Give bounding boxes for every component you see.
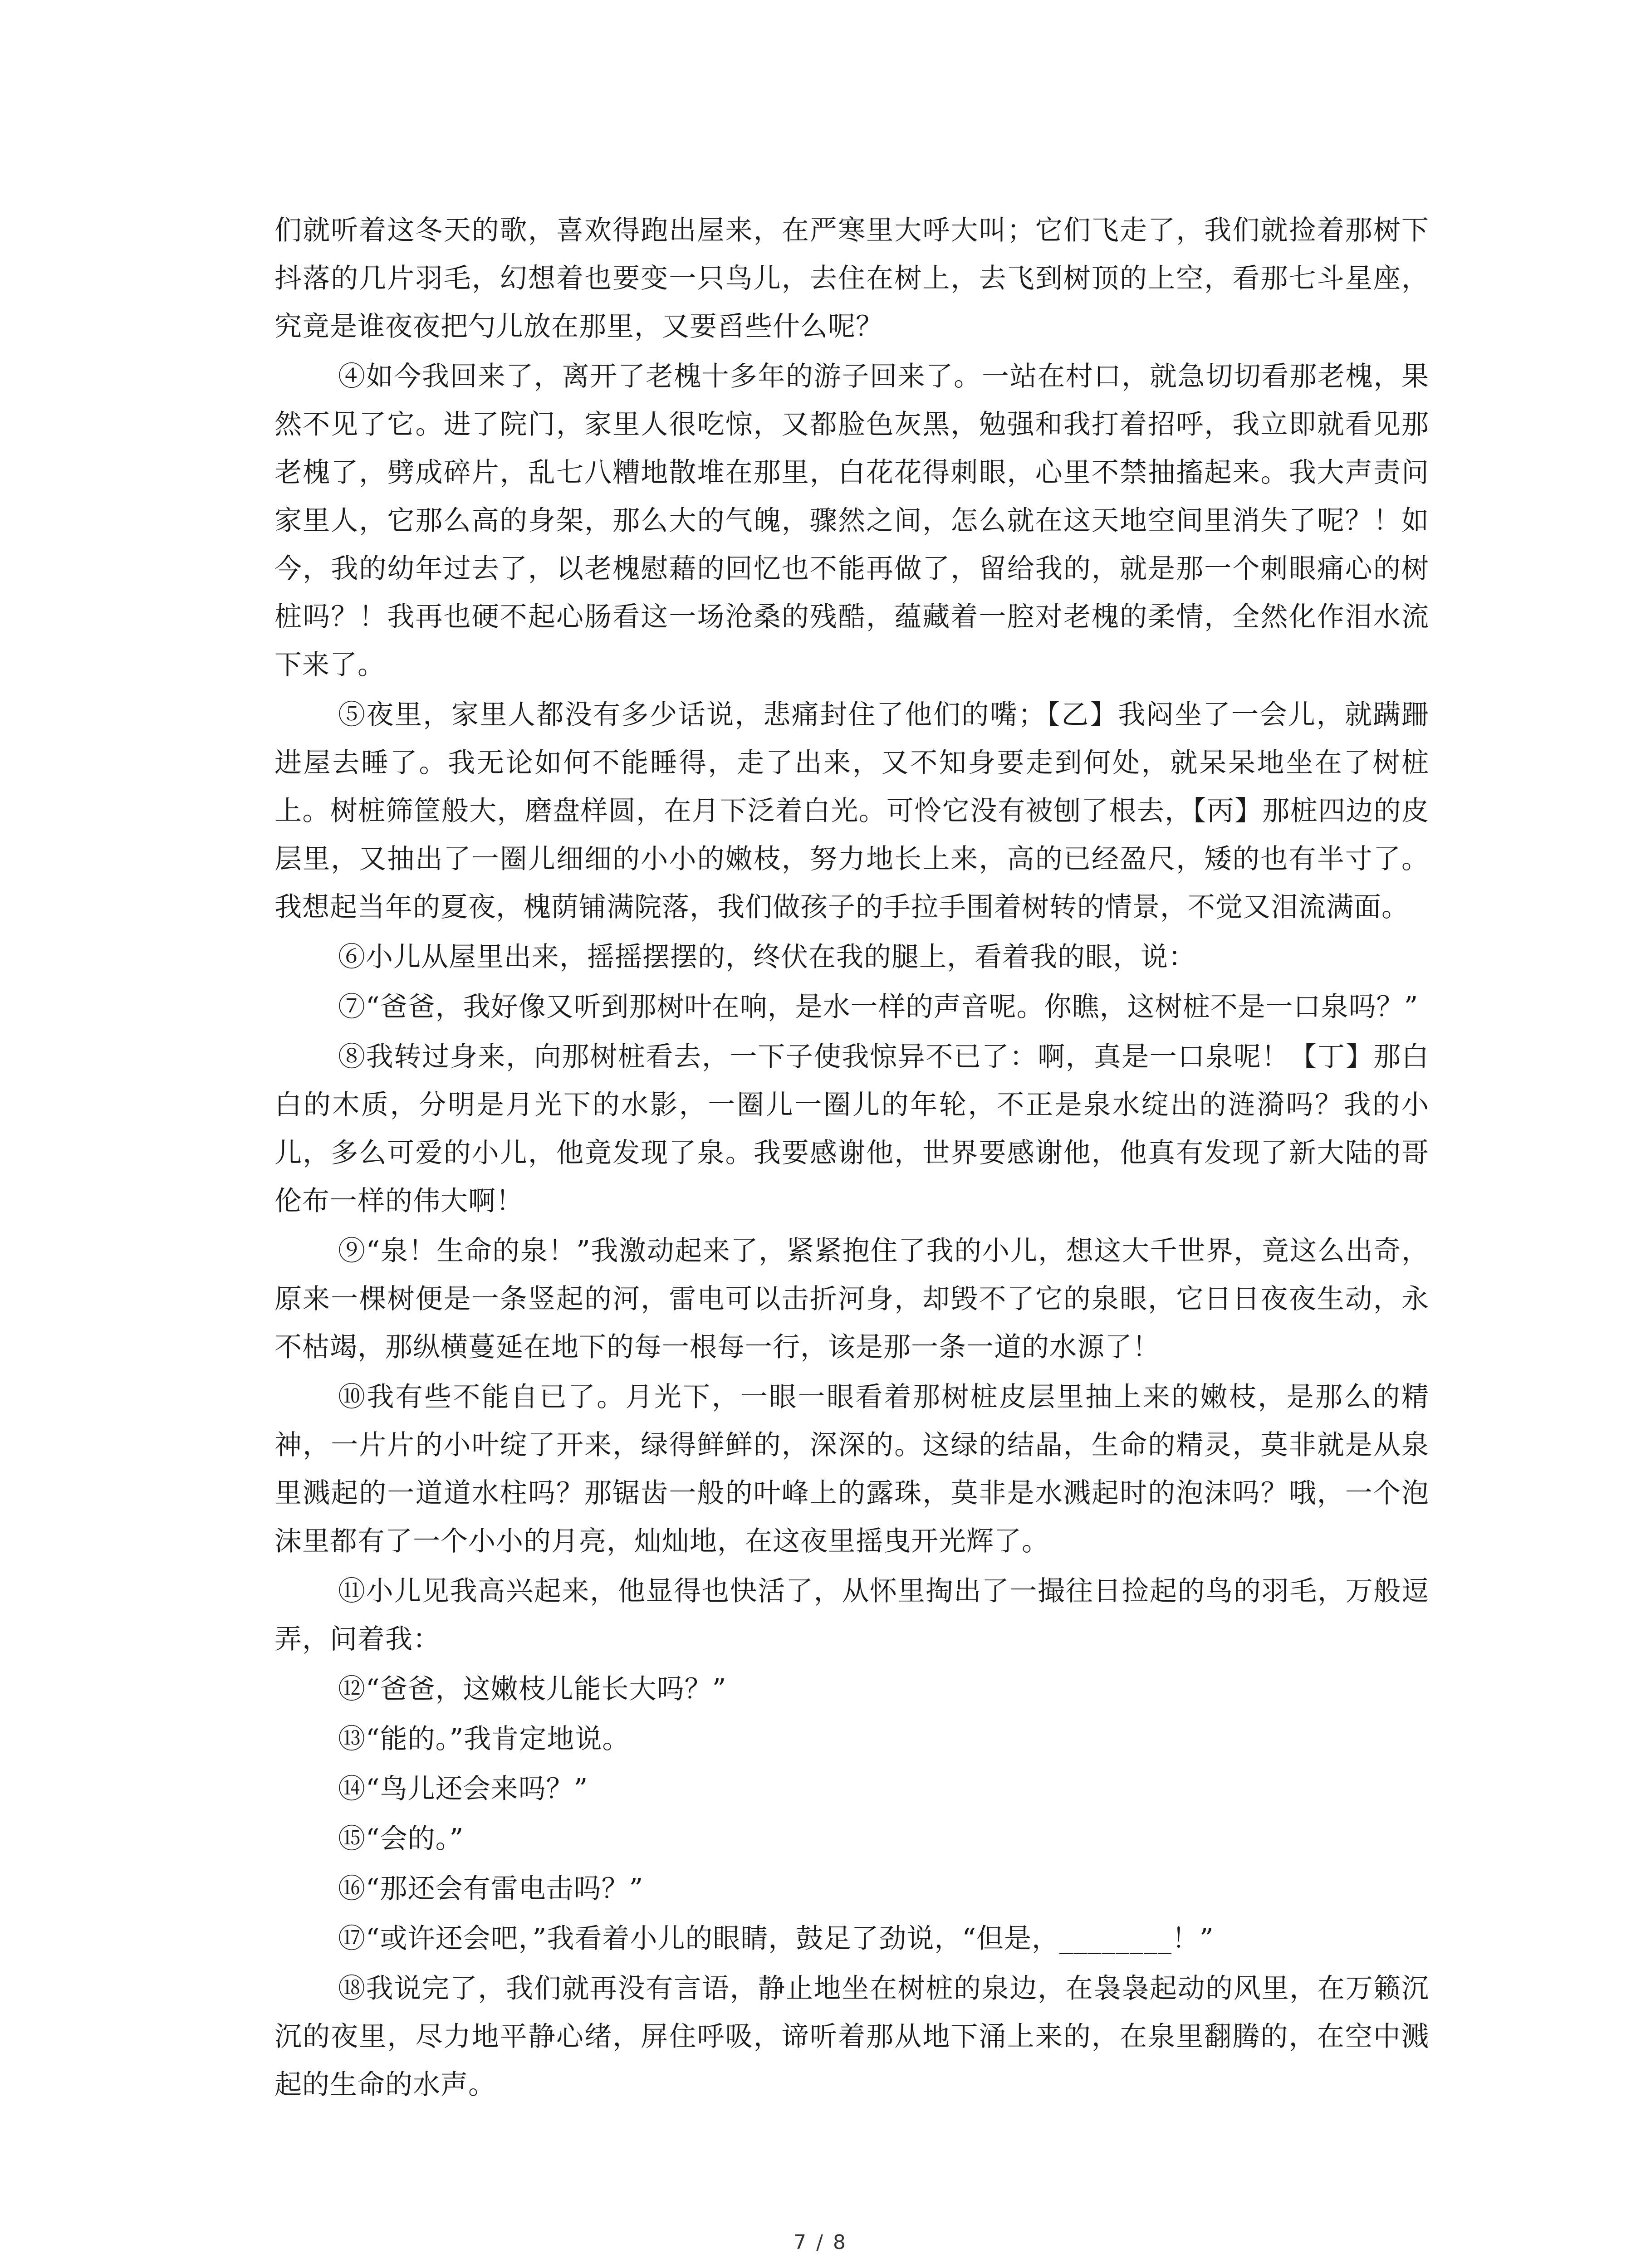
paragraph-8: ⑧我转过身来，向那树桩看去，一下子使我惊异不已了：啊，真是一口泉呢！【丁】那白白的木质，分明是月光下的水影，一圈儿一圈儿的年轮，不正是泉水绽出的涟漪吗？我的小儿，多么可爱的小儿，他竟发现了泉。我要感谢他，世界要感谢他，他真有发现了新大陆的哥伦布一样的伟大啊！ [274, 1041, 1429, 1217]
paragraph-5: ⑤夜里，家里人都没有多少话说，悲痛封住了他们的嘴；【乙】我闷坐了一会儿，就蹒跚进屋去睡了。我无论如何不能睡得，走了出来，又不知身要走到何处，就呆呆地坐在了树桩上。树桩筛筐般大，磨盘样圆，在月下泛着白光。可怜它没有被刨了根去，【丙】那桩四边的皮层里，又抽出了一圈儿细细的小小的嫩枝，努力地长上来，高的已经盈尺，矮的也有半寸了。我想起当年的夏夜，槐荫铺满院落，我们做孩子的手拉手围着树转的情景，不觉又泪流满面。 [274, 699, 1429, 923]
paragraph-6: ⑥小儿从屋里出来，摇摇摆摆的，终伏在我的腿上，看着我的眼，说： [338, 941, 1196, 973]
paragraph-16: ⑯“那还会有雷电击吗？” [338, 1873, 644, 1905]
paragraph-9: ⑨“泉！生命的泉！”我激动起来了，紧紧抱住了我的小儿，想这大千世界，竟这么出奇，原来一棵树便是一条竖起的河，雷电可以击折河身，却毁不了它的泉眼，它日日夜夜生动，永不枯竭，那纵横蔓延在地下的每一根每一行，该是那一条一道的水源了！ [274, 1235, 1429, 1363]
paragraph-18: ⑱我说完了，我们就再没有言语，静止地坐在树桩的泉边，在袅袅起动的风里，在万籁沉沉的夜里，尽力地平静心绪，屏住呼吸，谛听着那从地下涌上来的，在泉里翻腾的，在空中溅起的生命的水声。 [274, 1973, 1429, 2101]
paragraph-10: ⑩我有些不能自已了。月光下，一眼一眼看着那树桩皮层里抽上来的嫩枝，是那么的精神，一片片的小叶绽了开来，绿得鲜鲜的，深深的。这绿的结晶，生命的精灵，莫非就是从泉里溅起的一道道水柱吗？那锯齿一般的叶峰上的露珠，莫非是水溅起时的泡沫吗？哦，一个泡沫里都有了一个小小的月亮，灿灿地，在这夜里摇曳开光辉了。 [274, 1381, 1429, 1557]
paragraph-4: ④如今我回来了，离开了老槐十多年的游子回来了。一站在村口，就急切切看那老槐，果然不见了它。进了院门，家里人很吃惊，又都脸色灰黑，勉强和我打着招呼，我立即就看见那老槐了，劈成碎片，乱七八糟地散堆在那里，白花花得刺眼，心里不禁抽搐起来。我大声责问家里人，它那么高的身架，那么大的气魄，骤然之间，怎么就在这天地空间里消失了呢？！如今，我的幼年过去了，以老槐慰藉的回忆也不能再做了，留给我的，就是那一个刺眼痛心的树桩吗？！我再也硬不起心肠看这一场沧桑的残酷，蕴藏着一腔对老槐的柔情，全然化作泪水流下来了。 [274, 361, 1429, 681]
paragraph-continuation: 们就听着这冬天的歌，喜欢得跑出屋来，在严寒里大呼大叫；它们飞走了，我们就捡着那树下抖落的几片羽毛，幻想着也要变一只鸟儿，去住在树上，去飞到树顶的上空，看那七斗星座，究竟是谁夜夜把勺儿放在那里，又要舀些什么呢？ [274, 215, 1429, 342]
paragraph-13: ⑬“能的。”我肯定地说。 [338, 1723, 630, 1755]
paragraph-17: ⑰“或许还会吧，”我看着小儿的眼睛，鼓足了劲说，“但是，________！” [338, 1923, 1214, 1955]
paragraph-12: ⑫“爸爸，这嫩枝儿能长大吗？” [338, 1673, 727, 1705]
document-body [274, 206, 1429, 2109]
paragraph-11: ⑪小儿见我高兴起来，他显得也快活了，从怀里掏出了一撮往日捡起的鸟的羽毛，万般逗弄，问着我： [274, 1575, 1429, 1655]
paragraph-15: ⑮“会的。” [338, 1823, 464, 1855]
paragraph-7: ⑦“爸爸，我好像又听到那树叶在响，是水一样的声音呢。你瞧，这树桩不是一口泉吗？” [338, 991, 1419, 1023]
paragraph-14: ⑭“鸟儿还会来吗？” [338, 1773, 588, 1805]
page-number: 7 / 8 [794, 2231, 847, 2254]
